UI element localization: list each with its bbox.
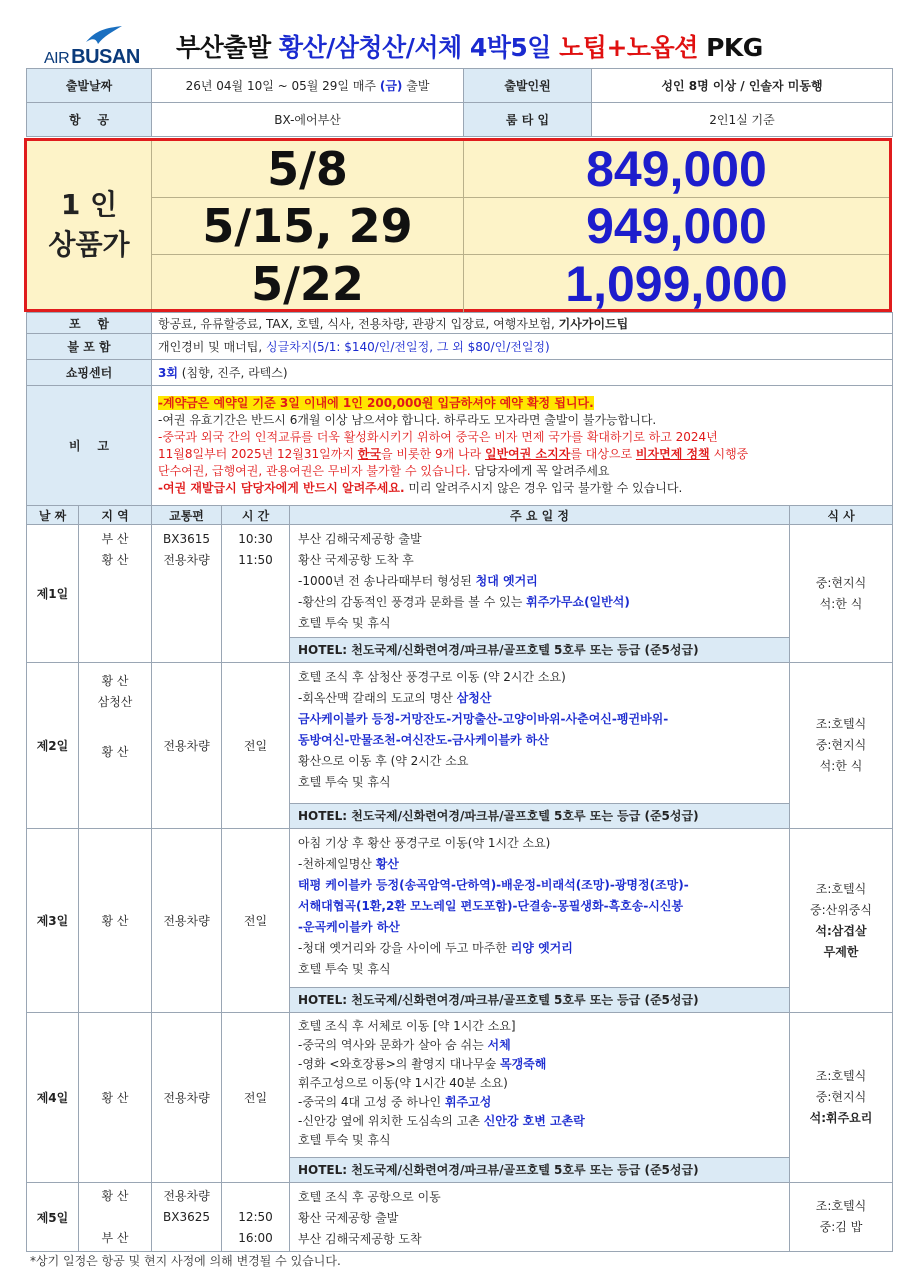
info-table <box>26 68 893 137</box>
day-transport: 전용차량 <box>152 663 222 829</box>
day-transport: 전용차량 <box>152 1013 222 1183</box>
price-row <box>152 198 889 255</box>
exclude-value: 개인경비 및 매너팁, 싱글차지(5/1: $140/인/전일정, 그 외 $80/인/전일정) <box>152 334 893 360</box>
itinerary-header <box>27 506 893 525</box>
notes-value <box>152 386 893 506</box>
bird-logo-icon <box>84 24 124 46</box>
note-reissue: -여권 재발급시 담당자에게 반드시 알려주세요. 미리 알려주시지 않은 경우 입국 불가할 수 있습니다. <box>158 480 683 495</box>
depart-date-label: 출발날짜 <box>27 69 152 103</box>
room-type-value: 2인1실 기준 <box>592 103 893 137</box>
itinerary-day-2 <box>27 663 893 829</box>
exclude-label: 불 포 함 <box>27 334 152 360</box>
day-number: 제2일 <box>27 663 79 829</box>
room-type-label: 룸 타 입 <box>464 103 592 137</box>
day-transport: 전용차량 BX3625 <box>152 1183 222 1252</box>
day-region: 부 산 황 산 <box>79 525 152 663</box>
note-deposit: -계약금은 예약일 기준 3일 이내에 1인 200,000원 입금하셔야 예약 확정 됩니다. <box>158 395 594 410</box>
itinerary-day-4 <box>27 1013 893 1183</box>
day-transport: 전용차량 <box>152 829 222 1013</box>
day-time: 전일 <box>222 829 290 1013</box>
price-amount: 849,000 <box>586 141 767 197</box>
price-date: 5/22 <box>152 255 464 312</box>
day-meals: 중:현지식 석:한 식 <box>790 525 893 663</box>
itinerary-day-1 <box>27 525 893 663</box>
price-label: 1 인 상품가 <box>27 141 152 309</box>
day-region: 황 산 <box>79 829 152 1013</box>
hotel-info: HOTEL: 천도국제/신화련여경/파크뷰/골프호텔 5호루 또는 등급 (준5성급) <box>290 987 789 1012</box>
note-visa-2: 11월8일부터 2025년 12월31일까지 한국을 비롯한 9개 나라 일반여권 소지자를 대상으로 비자면제 정책 시행중 <box>158 446 749 461</box>
col-region: 지 역 <box>79 506 152 525</box>
depart-date-value: 26년 04월 10일 ~ 05월 29일 매주 (금) 출발 <box>152 69 464 103</box>
note-visa-1: -중국과 외국 간의 인적교류를 더욱 활성화시키기 위하여 중국은 비자 면제 국가를 확대하기로 하고 2024년 <box>158 429 718 444</box>
shopping-label: 쇼핑센터 <box>27 360 152 386</box>
footnote: *상기 일정은 항공 및 현지 사정에 의해 변경될 수 있습니다. <box>30 1254 341 1268</box>
title-no-tip: 노팁+노옵션 <box>559 33 698 62</box>
shopping-value: 3회 (침향, 진주, 라텍스) <box>152 360 893 386</box>
price-amount: 1,099,000 <box>565 255 788 312</box>
note-visa-3: 단수여권, 급행여권, 관용여권은 무비자 불가할 수 있습니다. 담당자에게 꼭 알려주세요 <box>158 463 610 478</box>
depart-people-label: 출발인원 <box>464 69 592 103</box>
airline-label: 항 공 <box>27 103 152 137</box>
day-number: 제1일 <box>27 525 79 663</box>
include-value: 항공료, 유류할증료, TAX, 호텔, 식사, 전용차량, 관광지 입장료, 여행자보험, 기사가이드팁 <box>152 313 893 334</box>
include-label: 포 함 <box>27 313 152 334</box>
day-time: 전일 <box>222 1013 290 1183</box>
day-transport: BX3615 전용차량 <box>152 525 222 663</box>
title-departure: 부산출발 <box>176 33 271 62</box>
day-schedule: 호텔 조식 후 서체로 이동 [약 1시간 소요] -중국의 역사와 문화가 살아 숨 쉬는 서체 -영화 <와호장룡>의 촬영지 대나무숲 목갱죽해 휘주고성으로 이동(약 1시간 40분 소요) -중국의 4대 고성 중 하나인 휘주고성 -신안강 옆에 위치한 도심속의 고촌 신안강 호변 고촌락 호텔 투숙 및 휴식 HOTEL: 천도국제/신화련여경/파크뷰/골프호텔 5호루 또는 등급 (준5성급) <box>290 1013 790 1183</box>
col-time: 시 간 <box>222 506 290 525</box>
day-region: 황 산 삼청산 황 산 <box>79 663 152 829</box>
title-destination: 황산/삼청산/서체 4박5일 <box>278 33 551 62</box>
day-time: 12:50 16:00 <box>222 1183 290 1252</box>
day-meals: 조:호텔식 중:산위중식 석:삼겹살 무제한 <box>790 829 893 1013</box>
day-meals: 조:호텔식 중:현지식 석:한 식 <box>790 663 893 829</box>
col-transport: 교통편 <box>152 506 222 525</box>
col-schedule: 주 요 일 정 <box>290 506 790 525</box>
day-meals: 조:호텔식 중:김 밥 <box>790 1183 893 1252</box>
day-schedule: 부산 김해국제공항 출발 황산 국제공항 도착 후 -1000년 전 송나라때부터 형성된 청대 옛거리 -황산의 감동적인 풍경과 문화를 볼 수 있는 휘주가무쇼(일반석) 호텔 투숙 및 휴식 HOTEL: 천도국제/신화련여경/파크뷰/골프호텔 5호루 또는 등급 (준5성급) <box>290 525 790 663</box>
inclusions-table <box>26 312 893 506</box>
day-schedule: 아침 기상 후 황산 풍경구로 이동(약 1시간 소요) -천하제일명산 황산 태평 케이블카 등정(송곡암역-단하역)-배운정-비래석(조망)-광명정(조망)- 서해대협곡(1환,2환 모노레일 편도포함)-단결송-몽필생화-흑호송-시신봉 -운곡케이블카 하산 -청대 옛거리와 강을 사이에 두고 마주한 리양 옛거리 호텔 투숙 및 휴식 HOTEL: 천도국제/신화련여경/파크뷰/골프호텔 5호루 또는 등급 (준5성급) <box>290 829 790 1013</box>
day-number: 제3일 <box>27 829 79 1013</box>
depart-people-value: 성인 8명 이상 / 인솔자 미동행 <box>592 69 893 103</box>
hotel-info: HOTEL: 천도국제/신화련여경/파크뷰/골프호텔 5호루 또는 등급 (준5성급) <box>290 803 789 828</box>
price-row <box>152 255 889 312</box>
price-date: 5/8 <box>152 141 464 197</box>
title-pkg: PKG <box>706 33 763 62</box>
itinerary-day-5 <box>27 1183 893 1252</box>
hotel-info: HOTEL: 천도국제/신화련여경/파크뷰/골프호텔 5호루 또는 등급 (준5성급) <box>290 1157 789 1182</box>
price-box <box>24 138 892 312</box>
day-number: 제4일 <box>27 1013 79 1183</box>
day-number: 제5일 <box>27 1183 79 1252</box>
logo-text: AIR BUSAN <box>44 46 140 68</box>
page-title <box>176 28 763 64</box>
day-schedule: 호텔 조식 후 공항으로 이동 황산 국제공항 출발 부산 김해국제공항 도착 <box>290 1183 790 1252</box>
price-date: 5/15, 29 <box>152 198 464 254</box>
header <box>26 22 892 68</box>
day-time: 10:30 11:50 <box>222 525 290 663</box>
col-date: 날 짜 <box>27 506 79 525</box>
day-region: 황 산 부 산 <box>79 1183 152 1252</box>
itinerary-day-3 <box>27 829 893 1013</box>
note-passport: -여권 유효기간은 반드시 6개월 이상 남으셔야 합니다. 하루라도 모자라면 출발이 불가능합니다. <box>158 412 657 427</box>
price-row <box>152 141 889 198</box>
day-schedule: 호텔 조식 후 삼청산 풍경구로 이동 (약 2시간 소요) -회옥산맥 갈래의 도교의 명산 삼청산 금사케이블카 등정-거망잔도-거망출산-고양이바위-사춘여신-펭귄바위- 동방여신-만물조천-여신잔도-금사케이블카 하산 황산으로 이동 후 (약 2시간 소요 호텔 투숙 및 휴식 HOTEL: 천도국제/신화련여경/파크뷰/골프호텔 5호루 또는 등급 (준5성급) <box>290 663 790 829</box>
day-time: 전일 <box>222 663 290 829</box>
col-meal: 식 사 <box>790 506 893 525</box>
air-busan-logo <box>44 36 144 66</box>
day-region: 황 산 <box>79 1013 152 1183</box>
notes-label: 비 고 <box>27 386 152 506</box>
airline-value: BX-에어부산 <box>152 103 464 137</box>
day-meals: 조:호텔식 중:현지식 석:휘주요리 <box>790 1013 893 1183</box>
price-amount: 949,000 <box>586 198 767 254</box>
itinerary-table <box>26 505 893 1252</box>
hotel-info: HOTEL: 천도국제/신화련여경/파크뷰/골프호텔 5호루 또는 등급 (준5성급) <box>290 637 789 662</box>
